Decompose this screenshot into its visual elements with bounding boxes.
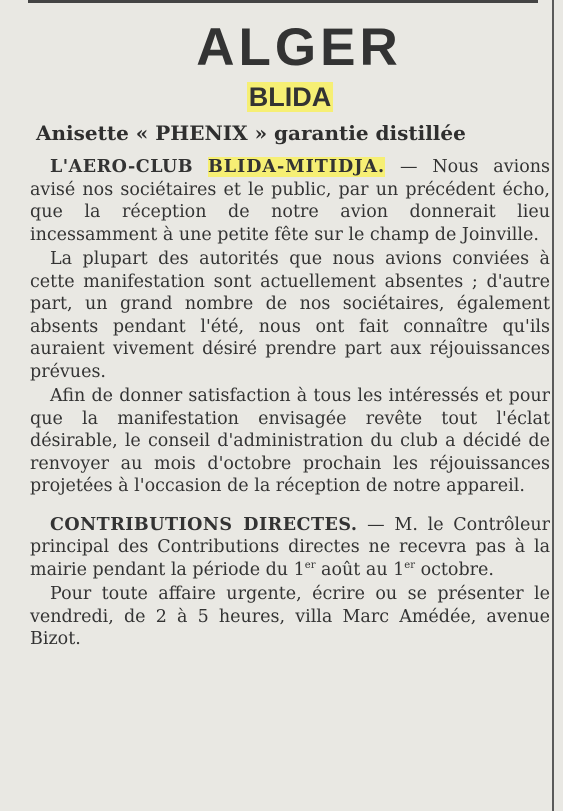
aero-club-paragraph-3: Afin de donner satisfaction à tous les intéressés et pour que la manifestation envisagée revête tout l'éclat désirable, le conseil d'administration du club a décidé de renvoyer au mois d'octobre prochain les réjouissances projetées à l'occasion de la réception de notre appareil. bbox=[30, 386, 550, 496]
contributions-paragraph-1 bbox=[30, 514, 550, 582]
advertisement-headline: Anisette « PHENIX » garantie distillée bbox=[36, 121, 466, 145]
aero-club-paragraph-1 bbox=[30, 156, 550, 246]
aero-club-paragraph-2: La plupart des autorités que nous avions conviées à cette manifestation sont actuellement absentes ; d'autre part, un grand nombre de nos sociétaires, également absents pendant l'été, nous ont fait connaître qu'ils auraient vivement désiré prendre part aux réjouissances prévues. bbox=[30, 249, 550, 382]
masthead-title: ALGER bbox=[196, 18, 402, 77]
ordinal-suffix-1: er bbox=[304, 559, 316, 571]
contributions-lead: CONTRIBUTIONS DIRECTES. bbox=[50, 514, 358, 535]
blida-mitidja-highlight: BLIDA-MITIDJA. bbox=[207, 157, 386, 177]
newspaper-clipping bbox=[30, 18, 550, 653]
article-body bbox=[30, 156, 550, 651]
top-rule bbox=[28, 0, 538, 3]
contributions-text-c: octobre. bbox=[415, 559, 494, 580]
contributions-paragraph-2: Pour toute affaire urgente, écrire ou se présenter le vendredi, de 2 à 5 heures, villa Marc Amédée, avenue Bizot. bbox=[30, 584, 550, 649]
aero-club-text-1: — Nous avions avisé nos sociétaires et le public, par un précédent écho, que la réception de notre avion donnerait lieu incessamment à une petite fête sur le champ de Joinville. bbox=[30, 157, 550, 245]
contributions-text-a: — M. le Contrôleur principal des Contributions directes ne recevra pas à la mairie pendant la période du 1 bbox=[30, 514, 550, 580]
city-heading bbox=[30, 82, 550, 114]
contributions-text-b: août au 1 bbox=[315, 559, 405, 580]
section-gap bbox=[30, 500, 550, 514]
ordinal-suffix-2: er bbox=[404, 559, 415, 571]
city-name-highlighted: BLIDA bbox=[248, 82, 332, 112]
column-rule bbox=[552, 0, 554, 811]
aero-club-lead: L'AERO-CLUB bbox=[50, 157, 194, 177]
